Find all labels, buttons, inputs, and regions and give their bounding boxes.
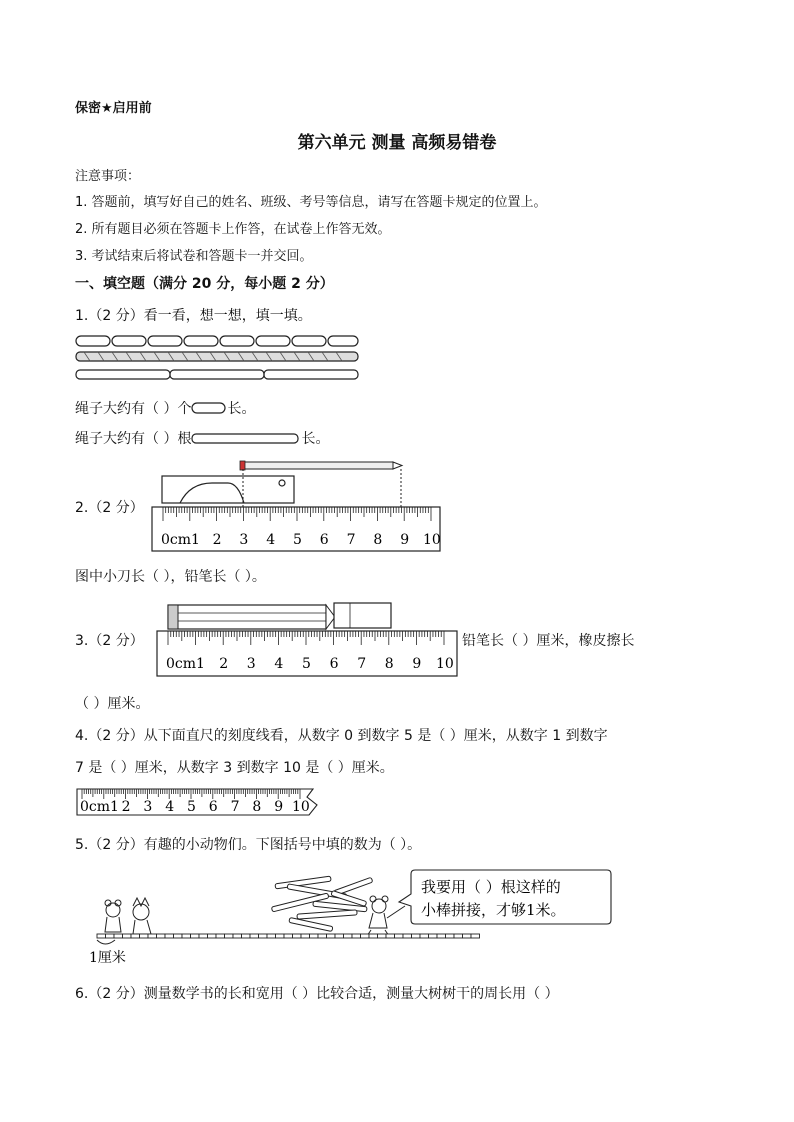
question-6-stem: 6.（2 分）测量数学书的长和宽用（ ）比较合适，测量大树树干的周长用（ ） bbox=[75, 986, 559, 1002]
ruler-label: 0cm1 bbox=[80, 799, 119, 815]
small-stick bbox=[140, 934, 149, 938]
ruler-label: 4 bbox=[165, 799, 175, 815]
unit-label: 1厘米 bbox=[89, 950, 126, 966]
small-stick bbox=[242, 934, 251, 938]
small-stick bbox=[123, 934, 132, 938]
ruler-label: 6 bbox=[319, 532, 329, 548]
question-4-line-1: 4.（2 分）从下面直尺的刻度线看，从数字 0 到数字 5 是（ ）厘米，从数字 1 到数字 bbox=[75, 728, 608, 744]
small-stick bbox=[276, 934, 285, 938]
ruler-label: 6 bbox=[208, 799, 218, 815]
small-stick bbox=[301, 934, 310, 938]
question-2-answer: 图中小刀长（ ），铅笔长（ ）。 bbox=[75, 569, 266, 585]
ruler-label: 8 bbox=[373, 532, 383, 548]
bubble-text: 我要用（ ）根这样的 bbox=[421, 878, 561, 896]
ruler-label: 9 bbox=[274, 799, 284, 815]
small-stick bbox=[463, 934, 472, 938]
ruler-label: 8 bbox=[384, 656, 394, 672]
ruler-label: 7 bbox=[230, 799, 240, 815]
paper-clip-chain bbox=[76, 336, 358, 346]
question-1-line-2: 绳子大约有（ ）根 长。 bbox=[75, 431, 330, 447]
small-stick bbox=[250, 934, 259, 938]
ruler-label: 5 bbox=[187, 799, 196, 815]
pencil-icon bbox=[168, 605, 335, 629]
bubble-text: 小棒拼接，才够1米。 bbox=[421, 901, 566, 919]
section-heading: 一、填空题（满分 20 分，每小题 2 分） bbox=[75, 276, 334, 292]
eraser-icon bbox=[334, 603, 391, 628]
small-stick bbox=[318, 934, 327, 938]
ruler-label: 10 bbox=[436, 656, 454, 672]
small-stick bbox=[395, 934, 404, 938]
sticks-pile-icon bbox=[271, 876, 372, 931]
ruler-label: 3 bbox=[143, 799, 153, 815]
small-stick bbox=[131, 934, 140, 938]
q4-ruler-figure bbox=[75, 787, 325, 819]
confidential-label: 保密★启用前 bbox=[75, 101, 152, 116]
stick-icon bbox=[191, 431, 301, 445]
small-stick bbox=[446, 934, 455, 938]
ruler-label: 2 bbox=[212, 532, 222, 548]
small-stick bbox=[97, 934, 106, 938]
small-stick bbox=[327, 934, 336, 938]
small-stick bbox=[310, 934, 319, 938]
small-stick bbox=[429, 934, 438, 938]
small-stick bbox=[420, 934, 429, 938]
question-5-stem: 5.（2 分）有趣的小动物们。下图括号中填的数为（ ）。 bbox=[75, 837, 422, 853]
small-stick bbox=[208, 934, 217, 938]
small-stick bbox=[335, 934, 344, 938]
small-stick bbox=[403, 934, 412, 938]
small-stick bbox=[412, 934, 421, 938]
small-stick bbox=[199, 934, 208, 938]
ruler-label: 5 bbox=[302, 656, 311, 672]
ruler-label: 10 bbox=[292, 799, 310, 815]
small-stick bbox=[182, 934, 191, 938]
small-stick bbox=[174, 934, 183, 938]
note-item: 3. 考试结束后将试卷和答题卡一并交回。 bbox=[75, 249, 313, 264]
ruler-label: 3 bbox=[239, 532, 249, 548]
question-4-line-2: 7 是（ ）厘米，从数字 3 到数字 10 是（ ）厘米。 bbox=[75, 760, 394, 776]
small-stick bbox=[454, 934, 463, 938]
question-3-text-cont: （ ）厘米。 bbox=[75, 696, 150, 712]
ruler-label: 4 bbox=[274, 656, 284, 672]
question-1-line-1: 绳子大约有（ ）个 长。 bbox=[75, 401, 256, 417]
small-stick bbox=[378, 934, 387, 938]
small-stick bbox=[148, 934, 157, 938]
small-stick bbox=[259, 934, 268, 938]
small-stick bbox=[216, 934, 225, 938]
animals-icon bbox=[105, 898, 151, 934]
ruler-label: 9 bbox=[412, 656, 422, 672]
note-item: 2. 所有题目必须在答题卡上作答，在试卷上作答无效。 bbox=[75, 222, 391, 237]
small-stick bbox=[437, 934, 446, 938]
q5-illustration bbox=[75, 862, 620, 970]
small-stick bbox=[386, 934, 395, 938]
rope-illustration bbox=[74, 332, 364, 384]
paper-clip-icon bbox=[191, 401, 227, 415]
small-stick bbox=[267, 934, 276, 938]
small-stick bbox=[344, 934, 353, 938]
small-stick bbox=[293, 934, 302, 938]
ruler-label: 10 bbox=[423, 532, 441, 548]
q3-ruler-figure bbox=[155, 600, 460, 680]
ruler-label: 2 bbox=[121, 799, 131, 815]
note-item: 1. 答题前，填写好自己的姓名、班级、考号等信息，请写在答题卡规定的位置上。 bbox=[75, 195, 547, 210]
small-stick bbox=[114, 934, 123, 938]
small-stick bbox=[191, 934, 200, 938]
small-stick bbox=[157, 934, 166, 938]
ruler-label: 3 bbox=[246, 656, 256, 672]
small-stick bbox=[352, 934, 361, 938]
small-stick bbox=[106, 934, 115, 938]
ruler-label: 4 bbox=[266, 532, 276, 548]
small-stick bbox=[369, 934, 378, 938]
q2-ruler-figure bbox=[150, 455, 445, 555]
ruler-label: 7 bbox=[346, 532, 356, 548]
question-1-stem: 1.（2 分）看一看，想一想，填一填。 bbox=[75, 308, 312, 324]
notes-heading: 注意事项： bbox=[75, 169, 141, 184]
ruler-label: 7 bbox=[357, 656, 367, 672]
ruler-label: 9 bbox=[400, 532, 410, 548]
small-stick bbox=[471, 934, 480, 938]
ruler-label: 0cm1 bbox=[161, 532, 200, 548]
ruler-label: 0cm1 bbox=[166, 656, 205, 672]
pencil-icon bbox=[240, 461, 402, 470]
small-stick bbox=[165, 934, 174, 938]
question-3-label: 3.（2 分） bbox=[75, 633, 144, 649]
page-title: 第六单元 测量 高频易错卷 bbox=[297, 133, 497, 153]
question-3-text: 铅笔长（ ）厘米，橡皮擦长 bbox=[462, 633, 635, 649]
ruler-label: 8 bbox=[252, 799, 262, 815]
small-stick bbox=[284, 934, 293, 938]
question-2-label: 2.（2 分） bbox=[75, 500, 144, 516]
small-stick bbox=[225, 934, 234, 938]
ruler-label: 2 bbox=[219, 656, 229, 672]
small-stick bbox=[233, 934, 242, 938]
small-stick bbox=[361, 934, 370, 938]
ruler-label: 6 bbox=[329, 656, 339, 672]
ruler-label: 5 bbox=[293, 532, 302, 548]
knife-icon bbox=[162, 476, 294, 503]
bracket-icon bbox=[97, 940, 115, 944]
